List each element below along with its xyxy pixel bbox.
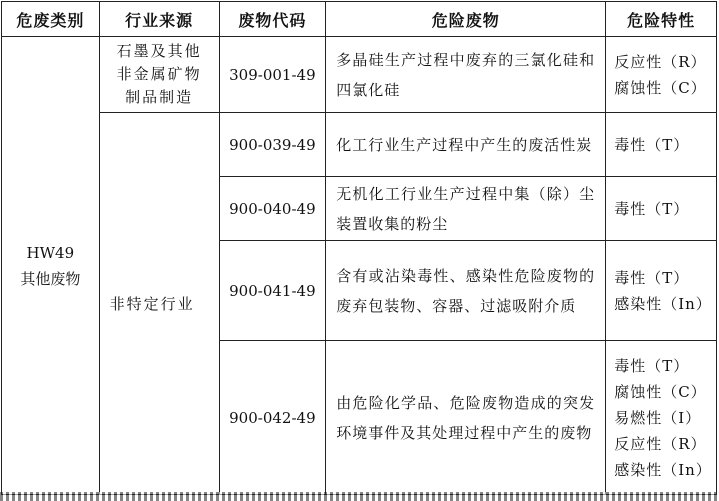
hazard-cell <box>606 177 717 241</box>
hazard-item: 毒性（T） <box>614 268 690 287</box>
header-category: 危废类别 <box>2 2 100 37</box>
hazard-item: 反应性（R） <box>614 52 707 71</box>
header-source: 行业来源 <box>99 2 219 37</box>
waste-code: 900-039-49 <box>219 113 326 177</box>
waste-description: 多晶硅生产过程中废弃的三氯化硅和四氯化硅 <box>326 37 606 113</box>
source-nonspecific: 非特定行业 <box>99 113 219 495</box>
hazard-item: 易燃性（I） <box>614 408 702 427</box>
hazard-item: 毒性（T） <box>614 135 690 154</box>
waste-code: 900-042-49 <box>219 341 326 495</box>
hazardous-waste-table <box>1 1 717 495</box>
hazard-cell <box>606 37 717 113</box>
waste-code: 309-001-49 <box>219 37 326 113</box>
hazard-cell <box>606 241 717 341</box>
waste-description: 无机化工行业生产过程中集（除）尘装置收集的粉尘 <box>326 177 606 241</box>
category-cell <box>2 37 100 495</box>
category-code: HW49 <box>26 243 75 262</box>
header-row <box>2 2 717 37</box>
source-line: 非金属矿物 <box>116 65 202 83</box>
category-name: 其他废物 <box>20 269 81 288</box>
hazard-item: 腐蚀性（C） <box>614 382 707 401</box>
waste-description: 化工行业生产过程中产生的废活性炭 <box>326 113 606 177</box>
hazard-item: 反应性（R） <box>614 434 707 453</box>
source-line: 石墨及其他 <box>116 42 202 60</box>
waste-description: 含有或沾染毒性、感染性危险废物的废弃包装物、容器、过滤吸附介质 <box>326 241 606 341</box>
source-line: 制品制造 <box>125 88 194 106</box>
waste-code: 900-041-49 <box>219 241 326 341</box>
table-row <box>2 113 717 177</box>
hazard-item: 毒性（T） <box>614 199 690 218</box>
table-row <box>2 37 717 113</box>
waste-description: 由危险化学品、危险废物造成的突发环境事件及其处理过程中产生的废物 <box>326 341 606 495</box>
source-graphite <box>99 37 219 113</box>
hazard-cell <box>606 113 717 177</box>
waste-code: 900-040-49 <box>219 177 326 241</box>
hazard-item: 腐蚀性（C） <box>614 78 707 97</box>
hazard-item: 毒性（T） <box>614 356 690 375</box>
header-waste: 危险废物 <box>326 2 606 37</box>
header-hazard: 危险特性 <box>606 2 717 37</box>
header-code: 废物代码 <box>219 2 326 37</box>
hazard-item: 感染性（In） <box>614 294 712 313</box>
hazard-cell <box>606 341 717 495</box>
hazard-item: 感染性（In） <box>614 460 712 479</box>
cropped-text-fragment <box>0 492 719 501</box>
